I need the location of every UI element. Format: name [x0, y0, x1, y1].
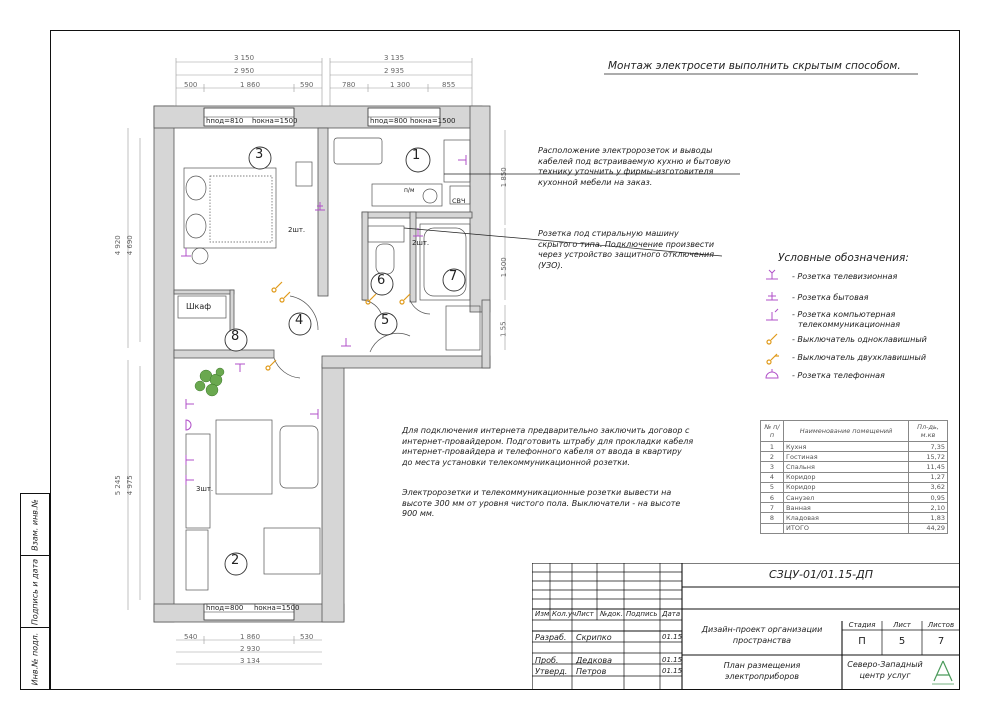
- legend-item-phone: - Розетка телефонная: [792, 371, 885, 380]
- tb-sheets: 7: [937, 636, 945, 647]
- legend-item-power: - Розетка бытовая: [792, 293, 869, 302]
- room-area-cell: 3,62: [909, 482, 948, 492]
- room-name-cell: Гостиная: [784, 452, 909, 462]
- room-area-cell: 44,29: [909, 523, 948, 533]
- kitchen-note-line-4: кухонной мебели на заказ.: [538, 177, 653, 187]
- dim-bottom-total: 3 134: [240, 657, 261, 665]
- dim-top-left-total: 3 150: [234, 54, 255, 62]
- rooms-head-num: № п/п: [761, 421, 784, 442]
- doc-code: СЗЦУ-01/01.15-ДП: [769, 568, 873, 581]
- window-bottom-height: hокна=1500: [254, 604, 300, 612]
- side-label-replace: Взам. инв.№: [30, 498, 40, 551]
- phone-socket-icon: [766, 369, 778, 378]
- rooms-head-area: Пл-дь, м.кв: [909, 421, 948, 442]
- computer-socket-icon: [766, 309, 778, 320]
- legend-item-computer: - Розетка компьютерная: [792, 310, 896, 319]
- rooms-table-row: [761, 462, 948, 472]
- dim-top-right-total: 3 135: [384, 54, 405, 62]
- dim-bottom-a: 540: [184, 633, 198, 641]
- kitchen-note-line-1: Расположение электророзеток и выводы: [538, 146, 713, 155]
- dim-left-top-inner: 4 690: [125, 235, 134, 256]
- tb-head-izm: Изм.: [535, 610, 552, 618]
- microwave-label: СВЧ: [452, 197, 466, 205]
- rooms-table-row: [761, 523, 948, 533]
- dim-right-b: 1 500: [499, 257, 508, 278]
- internet-note: [402, 426, 693, 468]
- rooms-table-row: [761, 492, 948, 502]
- closet-label: Шкаф: [186, 302, 212, 311]
- room-num-cell: [761, 523, 784, 533]
- internet-note-line-1: Для подключения интернета предварительно заключить договор с: [402, 426, 690, 435]
- dim-top-left-b: 1 860: [240, 81, 261, 89]
- legend-item-double-switch: - Выключатель двухклавишный: [792, 353, 927, 362]
- rooms-table-body: [761, 442, 948, 534]
- double-switch-icon: [767, 354, 779, 364]
- single-switch-icon: [767, 334, 777, 344]
- tb-role-utverd: Утверд.: [535, 667, 568, 676]
- legend-item-single-switch: - Выключатель одноклавишный: [792, 335, 927, 344]
- height-note-line-1: Электророзетки и телекоммуникационные розетки вывести на: [402, 488, 672, 497]
- dishwasher-label: п/м: [404, 187, 415, 194]
- height-note-line-2: высоте 300 мм от уровня чистого пола. Выключатели - на высоте: [402, 498, 681, 508]
- legend-item-tv: - Розетка телевизионная: [792, 272, 898, 281]
- tb-sheet-label: Лист: [893, 621, 911, 629]
- tb-role-prob: Проб.: [535, 656, 559, 665]
- washer-note-line-3: через устройство защитного отключения: [538, 250, 715, 259]
- tb-name-utverd: Петров: [576, 667, 607, 676]
- room-num-cell: 1: [761, 442, 784, 452]
- room-num-cell: 8: [761, 513, 784, 523]
- tb-sheet: 5: [898, 636, 906, 647]
- room-number-5: 5: [381, 313, 390, 328]
- room-number-8: 8: [231, 329, 240, 344]
- internet-note-line-3: интернет-провайдера и телефонного кабеля от ввода в квартиру: [402, 447, 682, 456]
- dim-bottom-inner: 2 930: [240, 645, 261, 653]
- tb-name-razrab: Скрипко: [576, 633, 612, 642]
- room-name-cell: Кладовая: [784, 513, 909, 523]
- rooms-table-row: [761, 482, 948, 492]
- dim-right-c: 1 55: [499, 321, 508, 338]
- room-area-cell: 7,35: [909, 442, 948, 452]
- washer-note-line-4: (УЗО).: [538, 260, 564, 270]
- tb-org-2: центр услуг: [859, 671, 911, 680]
- side-label-sign: Подпись и дата: [30, 558, 40, 625]
- height-note-line-3: 900 мм.: [402, 509, 435, 518]
- room-num-cell: 7: [761, 503, 784, 513]
- room-num-cell: 2: [761, 452, 784, 462]
- room-name-cell: Санузел: [784, 492, 909, 502]
- qty-bedroom: 2шт.: [288, 226, 306, 234]
- room-num-cell: 5: [761, 482, 784, 492]
- height-note: [402, 488, 680, 520]
- dim-top-right-b: 1 300: [390, 81, 411, 89]
- room-number-1: 1: [412, 148, 421, 163]
- qty-living: 3шт.: [196, 485, 214, 493]
- legend-icons: [760, 268, 790, 388]
- kitchen-note: [538, 146, 731, 188]
- window-top-right-sill: hпод=800: [370, 117, 408, 125]
- dim-left-bottom-total: 5 245: [113, 475, 122, 496]
- kitchen-note-line-2: кабелей под встраиваемую кухню и бытовую: [538, 156, 731, 166]
- tb-head-date: Дата: [662, 610, 681, 618]
- dim-bottom-b: 1 860: [240, 633, 261, 641]
- tb-date-utverd: 01.15: [662, 667, 683, 675]
- room-name-cell: Спальня: [784, 462, 909, 472]
- title-block: [532, 563, 960, 690]
- room-name-cell: Коридор: [784, 482, 909, 492]
- tb-sheets-label: Листов: [927, 621, 955, 629]
- tb-project-2: пространства: [732, 636, 792, 645]
- tv-socket-icon: [766, 270, 778, 279]
- tb-head-koluch: Кол.уч: [552, 610, 577, 618]
- room-area-cell: 1,83: [909, 513, 948, 523]
- legend-item-computer-2: телекоммуникационная: [798, 320, 901, 329]
- power-socket-icon: [766, 292, 778, 300]
- dim-left-top-total: 4 920: [113, 235, 122, 256]
- tb-head-ndoc: №док.: [600, 610, 623, 618]
- header-note: Монтаж электросети выполнить скрытым способом.: [608, 60, 901, 72]
- room-num-cell: 6: [761, 492, 784, 502]
- rooms-table-row: [761, 503, 948, 513]
- dim-top-left-a: 500: [184, 81, 198, 89]
- room-number-3: 3: [255, 147, 264, 162]
- tb-date-razrab: 01.15: [662, 633, 683, 641]
- window-top-left-sill: hпод=810: [206, 117, 244, 125]
- room-number-4: 4: [295, 313, 304, 328]
- tb-sheet-title-1: План размещения: [723, 661, 801, 670]
- tb-sheet-title-2: электроприборов: [725, 672, 799, 681]
- dim-top-left-c: 590: [300, 81, 314, 89]
- tb-date-prob: 01.15: [662, 656, 683, 664]
- dim-top-right-c: 855: [442, 81, 456, 89]
- tb-org-1: Северо-Западный: [847, 660, 923, 669]
- room-name-cell: Ванная: [784, 503, 909, 513]
- dim-left-bottom-inner: 4 975: [125, 475, 134, 496]
- internet-note-line-2: интернет-провайдером. Подготовить штрабу для прокладки кабеля: [402, 436, 694, 446]
- room-area-cell: 15,72: [909, 452, 948, 462]
- org-logo-icon: [930, 659, 956, 687]
- rooms-table-row: [761, 452, 948, 462]
- tb-stage-label: Стадия: [848, 621, 876, 629]
- dim-top-left-inner: 2 950: [234, 67, 255, 75]
- washer-note-line-1: Розетка под стиральную машину: [538, 229, 679, 238]
- rooms-head-name: Наименование помещений: [784, 421, 909, 442]
- tb-project-1: Дизайн-проект организации: [701, 625, 823, 634]
- room-number-2: 2: [231, 553, 240, 568]
- tb-head-list: Лист: [576, 610, 594, 618]
- window-top-right-height: hокна=1500: [410, 117, 456, 125]
- room-number-6: 6: [377, 273, 386, 288]
- room-area-cell: 11,45: [909, 462, 948, 472]
- qty-bathroom: 2шт.: [412, 239, 430, 247]
- room-name-cell: Коридор: [784, 472, 909, 482]
- legend-title: Условные обозначения:: [778, 252, 909, 264]
- tb-stage: П: [858, 636, 866, 647]
- internet-note-line-4: до места установки телекоммуникационной розетки.: [402, 457, 630, 467]
- dim-top-right-inner: 2 935: [384, 67, 405, 75]
- window-bottom-sill: hпод=800: [206, 604, 244, 612]
- rooms-table-row: [761, 513, 948, 523]
- dim-bottom-c: 530: [300, 633, 314, 641]
- tb-head-sign: Подпись: [626, 610, 658, 618]
- room-number-7: 7: [449, 269, 458, 284]
- room-area-cell: 1,27: [909, 472, 948, 482]
- room-area-cell: 0,95: [909, 492, 948, 502]
- room-num-cell: 3: [761, 462, 784, 472]
- rooms-table-header: [761, 421, 948, 442]
- dim-right-a: 1 850: [499, 167, 508, 188]
- rooms-table: [760, 420, 948, 534]
- washer-note: [538, 229, 714, 271]
- rooms-table-row: [761, 472, 948, 482]
- washer-note-line-2: скрытого типа. Подключение произвести: [538, 239, 715, 249]
- room-area-cell: 2,10: [909, 503, 948, 513]
- window-top-left-height: hокна=1500: [252, 117, 298, 125]
- room-name-cell: ИТОГО: [784, 523, 909, 533]
- tb-role-razrab: Разраб.: [535, 633, 567, 642]
- room-num-cell: 4: [761, 472, 784, 482]
- rooms-table-row: [761, 442, 948, 452]
- kitchen-note-line-3: технику уточнить у фирмы-изготовителя: [538, 167, 714, 176]
- side-label-inv: Инв.№ подл.: [30, 632, 40, 685]
- room-name-cell: Кухня: [784, 442, 909, 452]
- tb-name-prob: Дедкова: [576, 656, 613, 665]
- dim-top-right-a: 780: [342, 81, 356, 89]
